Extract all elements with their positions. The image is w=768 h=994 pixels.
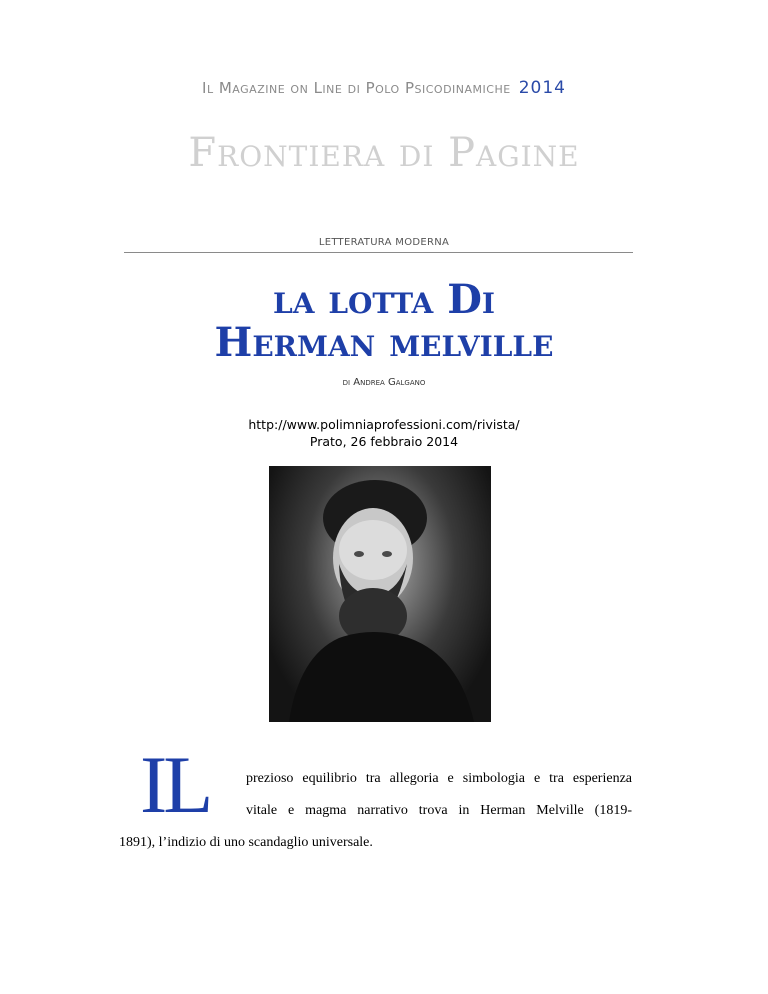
section-divider xyxy=(124,252,633,253)
drop-cap: IL xyxy=(140,739,210,830)
magazine-header xyxy=(0,78,768,98)
byline: di Andrea Galgano xyxy=(342,377,426,388)
place-date: Prato, 26 febbraio 2014 xyxy=(309,434,459,449)
portrait-illustration xyxy=(269,466,491,722)
source-url[interactable]: http://www.polimniaprofessioni.com/rivista/ xyxy=(248,417,520,432)
paragraph-line-1: prezioso equilibrio tra allegoria e simbologia e tra esperienza xyxy=(246,771,632,786)
magazine-name: Il Magazine on Line di Polo Psicodinamiche xyxy=(202,79,511,97)
paragraph-line-2: vitale e magma narrativo trova in Herman Melville (1819- xyxy=(246,803,632,818)
paragraph-lines xyxy=(246,763,632,827)
section-label: LETTERATURA MODERNA xyxy=(318,237,450,248)
magazine-year: 2014 xyxy=(518,78,566,98)
paragraph-line-3: 1891), l’indizio di uno scandaglio universale. xyxy=(119,835,373,850)
source-block xyxy=(0,416,768,450)
author-portrait xyxy=(269,466,491,722)
article-title xyxy=(0,278,768,364)
masthead-title: Frontiera di Pagine xyxy=(188,130,580,176)
article-title-line2: Herman melville xyxy=(214,319,554,366)
article-title-line1: la lotta Di xyxy=(273,276,495,323)
